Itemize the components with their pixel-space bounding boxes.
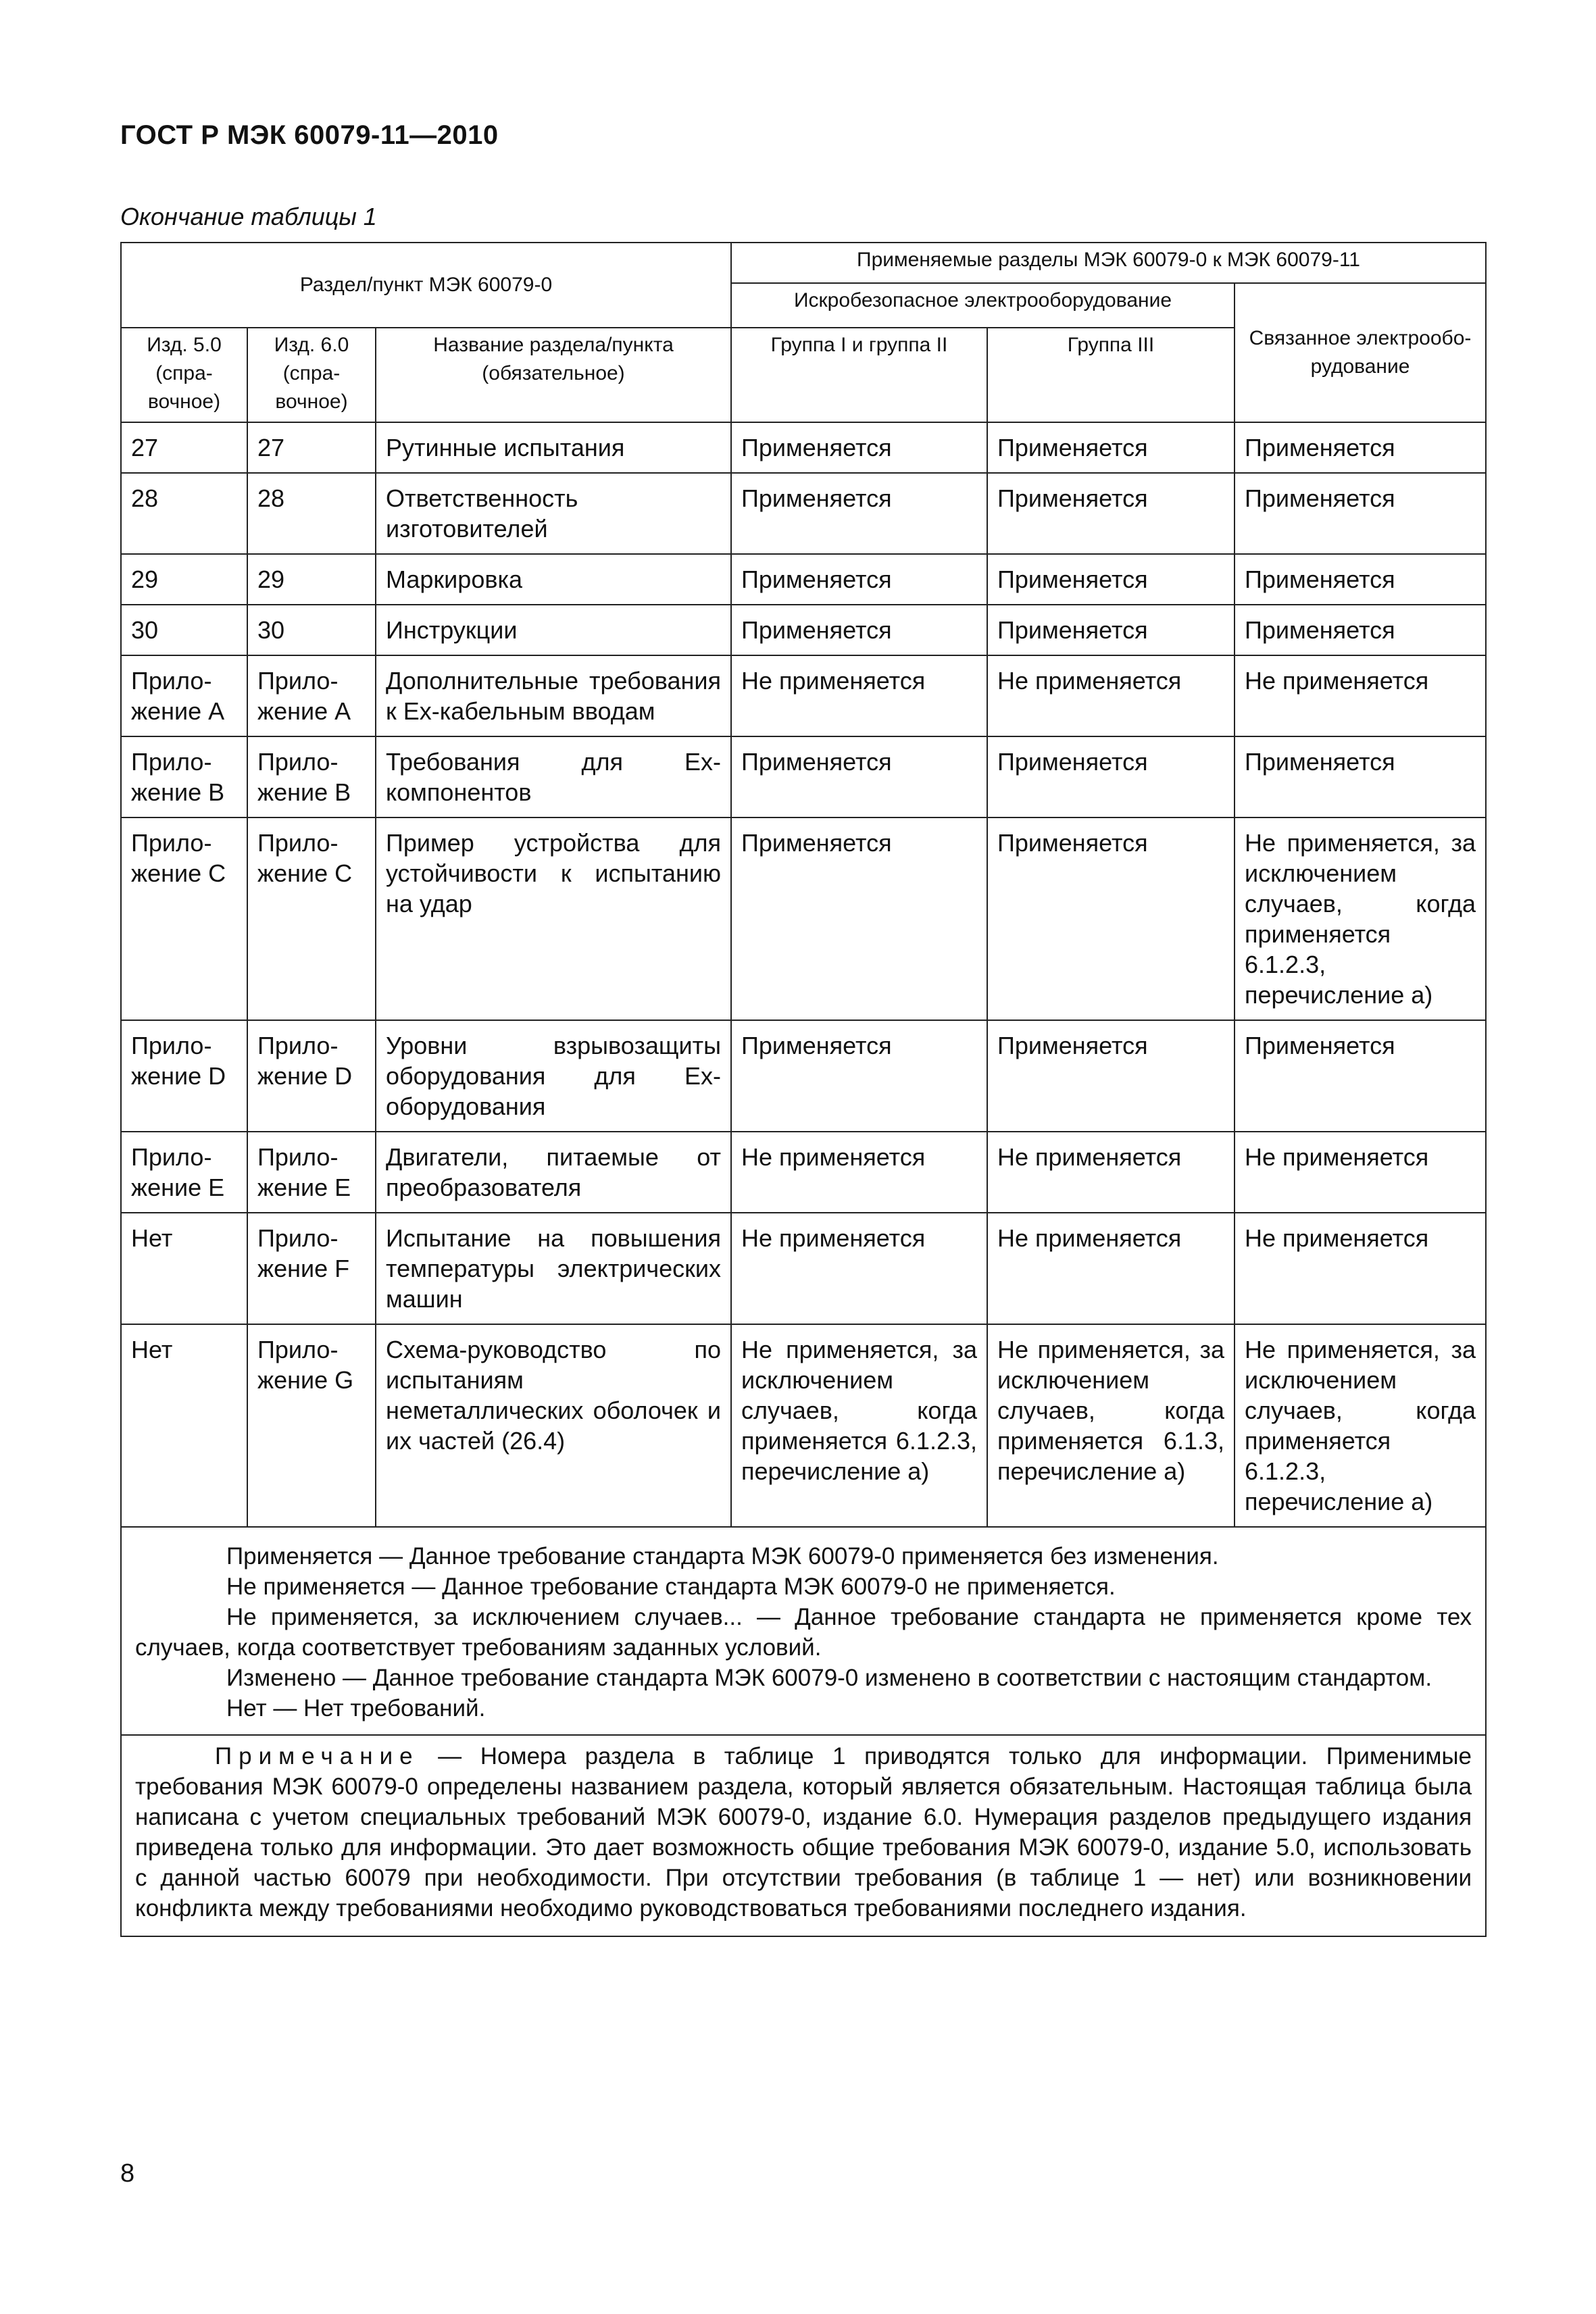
requirements-table	[120, 242, 1487, 1937]
table-row	[121, 818, 1486, 1020]
note-text: — Номера раздела в таблице 1 приводятся только для информации. Применимые требования МЭК 60079-0 определены названием раздела, который является обязательным. Настоящая таблица была написана с учетом специальных требований МЭК 60079-0, издание 6.0. Нумерация разделов предыдущего издания приведена только для информации. Это дает возможность общие требования МЭК 60079-0, издание 5.0, использовать с данной частью 60079 при необходимости. При отсутствии требования (в таблице 1 — нет) или возникновении конфликта между требованиями необходимо руководствоваться требованиями последнего издания.	[135, 1743, 1472, 1921]
edition-5-cell: Прило-жение А	[121, 655, 247, 736]
note-block	[121, 1735, 1486, 1936]
edition-5-cell: 27	[121, 422, 247, 473]
associated-cell: Не применяется, за исключением случаев, когда применяется 6.1.2.3, перечисление а)	[1235, 818, 1486, 1020]
associated-cell: Применяется	[1235, 605, 1486, 655]
clause-name-cell: Пример устройства для устойчивости к испытанию на удар	[376, 818, 731, 1020]
clause-name-cell: Испытание на повышения температуры электрических машин	[376, 1213, 731, 1324]
header-row-1	[121, 243, 1486, 283]
group-3-cell: Применяется	[987, 473, 1235, 554]
group-1-2-cell: Не применяется	[731, 1213, 987, 1324]
table-row	[121, 1324, 1486, 1527]
clause-name-cell: Требования для Ех-компонентов	[376, 736, 731, 818]
table-row	[121, 605, 1486, 655]
intrinsic-safety-header: Искробезопасное электрооборудование	[731, 283, 1235, 328]
edition-6-cell: 30	[247, 605, 376, 655]
associated-cell: Применяется	[1235, 473, 1486, 554]
group-1-2-cell: Применяется	[731, 422, 987, 473]
clause-name-cell: Маркировка	[376, 554, 731, 605]
edition-5-cell: 28	[121, 473, 247, 554]
clause-name-cell: Рутинные испытания	[376, 422, 731, 473]
table-row	[121, 1020, 1486, 1132]
group-1-2-cell: Применяется	[731, 605, 987, 655]
section-clause-header: Раздел/пункт МЭК 60079-0	[121, 243, 731, 328]
edition-6-cell: Прило-жение D	[247, 1020, 376, 1132]
group-3-cell: Применяется	[987, 736, 1235, 818]
associated-cell: Не применяется	[1235, 1213, 1486, 1324]
table-row	[121, 473, 1486, 554]
associated-apparatus-header: Связанное электрообо-рудование	[1235, 283, 1486, 422]
clause-name-cell: Уровни взрывозащиты оборудования для Ех-оборудования	[376, 1020, 731, 1132]
edition-6-cell: Прило-жение F	[247, 1213, 376, 1324]
clause-name-cell: Двигатели, питаемые от преобразователя	[376, 1132, 731, 1213]
group-3-cell: Применяется	[987, 422, 1235, 473]
table-row	[121, 736, 1486, 818]
applicable-sections-header: Применяемые разделы МЭК 60079-0 к МЭК 60079-11	[731, 243, 1486, 283]
document-header: ГОСТ Р МЭК 60079-11—2010	[120, 120, 499, 150]
table-row	[121, 1213, 1486, 1324]
clause-name-cell: Ответственность изготовителей	[376, 473, 731, 554]
edition-5-cell: Прило-жение С	[121, 818, 247, 1020]
associated-cell: Применяется	[1235, 422, 1486, 473]
legend-none: Нет — Нет требований.	[226, 1695, 486, 1721]
group-1-2-cell: Применяется	[731, 554, 987, 605]
group-3-cell: Применяется	[987, 1020, 1235, 1132]
edition-5-cell: Прило-жение Е	[121, 1132, 247, 1213]
group-3-cell: Не применяется, за исключением случаев, когда применяется 6.1.3, перечисление а)	[987, 1324, 1235, 1527]
edition-6-cell: 29	[247, 554, 376, 605]
clause-name-cell: Дополнительные требования к Ех-кабельным вводам	[376, 655, 731, 736]
note-label: Примечание	[215, 1743, 420, 1769]
group-1-2-cell: Не применяется	[731, 1132, 987, 1213]
table-row	[121, 554, 1486, 605]
group-3-header: Группа III	[987, 328, 1235, 422]
edition-5-header: Изд. 5.0 (спра-вочное)	[121, 328, 247, 422]
clause-name-cell: Инструкции	[376, 605, 731, 655]
edition-6-cell: Прило-жение G	[247, 1324, 376, 1527]
associated-cell: Не применяется, за исключением случаев, когда применяется 6.1.2.3, перечисление а)	[1235, 1324, 1486, 1527]
legend-applies: Применяется — Данное требование стандарта МЭК 60079-0 применяется без изменения.	[226, 1543, 1219, 1569]
legend-row	[121, 1527, 1486, 1735]
table-row	[121, 422, 1486, 473]
legend-block	[121, 1527, 1486, 1735]
group-1-2-cell: Применяется	[731, 818, 987, 1020]
legend-modified: Изменено — Данное требование стандарта МЭК 60079-0 изменено в соответствии с настоящим стандартом.	[226, 1665, 1432, 1691]
edition-6-cell: 28	[247, 473, 376, 554]
edition-6-cell: 27	[247, 422, 376, 473]
table-row	[121, 655, 1486, 736]
associated-cell: Применяется	[1235, 1020, 1486, 1132]
group-3-cell: Не применяется	[987, 655, 1235, 736]
edition-6-cell: Прило-жение Е	[247, 1132, 376, 1213]
edition-5-cell: Нет	[121, 1324, 247, 1527]
edition-5-cell: Прило-жение D	[121, 1020, 247, 1132]
group-1-2-header: Группа I и группа II	[731, 328, 987, 422]
edition-6-header: Изд. 6.0 (спра-вочное)	[247, 328, 376, 422]
associated-cell: Применяется	[1235, 736, 1486, 818]
table-row	[121, 1132, 1486, 1213]
associated-cell: Не применяется	[1235, 1132, 1486, 1213]
edition-5-cell: Нет	[121, 1213, 247, 1324]
edition-6-cell: Прило-жение А	[247, 655, 376, 736]
group-3-cell: Применяется	[987, 554, 1235, 605]
edition-5-cell: Прило-жение В	[121, 736, 247, 818]
table-caption: Окончание таблицы 1	[120, 203, 377, 230]
group-3-cell: Не применяется	[987, 1213, 1235, 1324]
group-1-2-cell: Не применяется	[731, 655, 987, 736]
edition-6-cell: Прило-жение С	[247, 818, 376, 1020]
clause-name-cell: Схема-руководство по испытаниям неметаллических оболочек и их частей (26.4)	[376, 1324, 731, 1527]
edition-6-cell: Прило-жение В	[247, 736, 376, 818]
edition-5-cell: 30	[121, 605, 247, 655]
associated-cell: Применяется	[1235, 554, 1486, 605]
associated-cell: Не применяется	[1235, 655, 1486, 736]
group-3-cell: Применяется	[987, 818, 1235, 1020]
note-row	[121, 1735, 1486, 1936]
page-number: 8	[120, 2159, 135, 2188]
group-3-cell: Применяется	[987, 605, 1235, 655]
edition-5-cell: 29	[121, 554, 247, 605]
legend-except: Не применяется, за исключением случаев... — Данное требование стандарта не применяется кроме тех случаев, когда соответствует требованиям заданных условий.	[135, 1604, 1472, 1661]
legend-not-applies: Не применяется — Данное требование стандарта МЭК 60079-0 не применяется.	[226, 1574, 1116, 1600]
group-3-cell: Не применяется	[987, 1132, 1235, 1213]
group-1-2-cell: Применяется	[731, 736, 987, 818]
group-1-2-cell: Применяется	[731, 473, 987, 554]
group-1-2-cell: Не применяется, за исключением случаев, когда применяется 6.1.2.3, перечисление а)	[731, 1324, 987, 1527]
clause-name-header: Название раздела/пункта (обязательное)	[376, 328, 731, 422]
group-1-2-cell: Применяется	[731, 1020, 987, 1132]
